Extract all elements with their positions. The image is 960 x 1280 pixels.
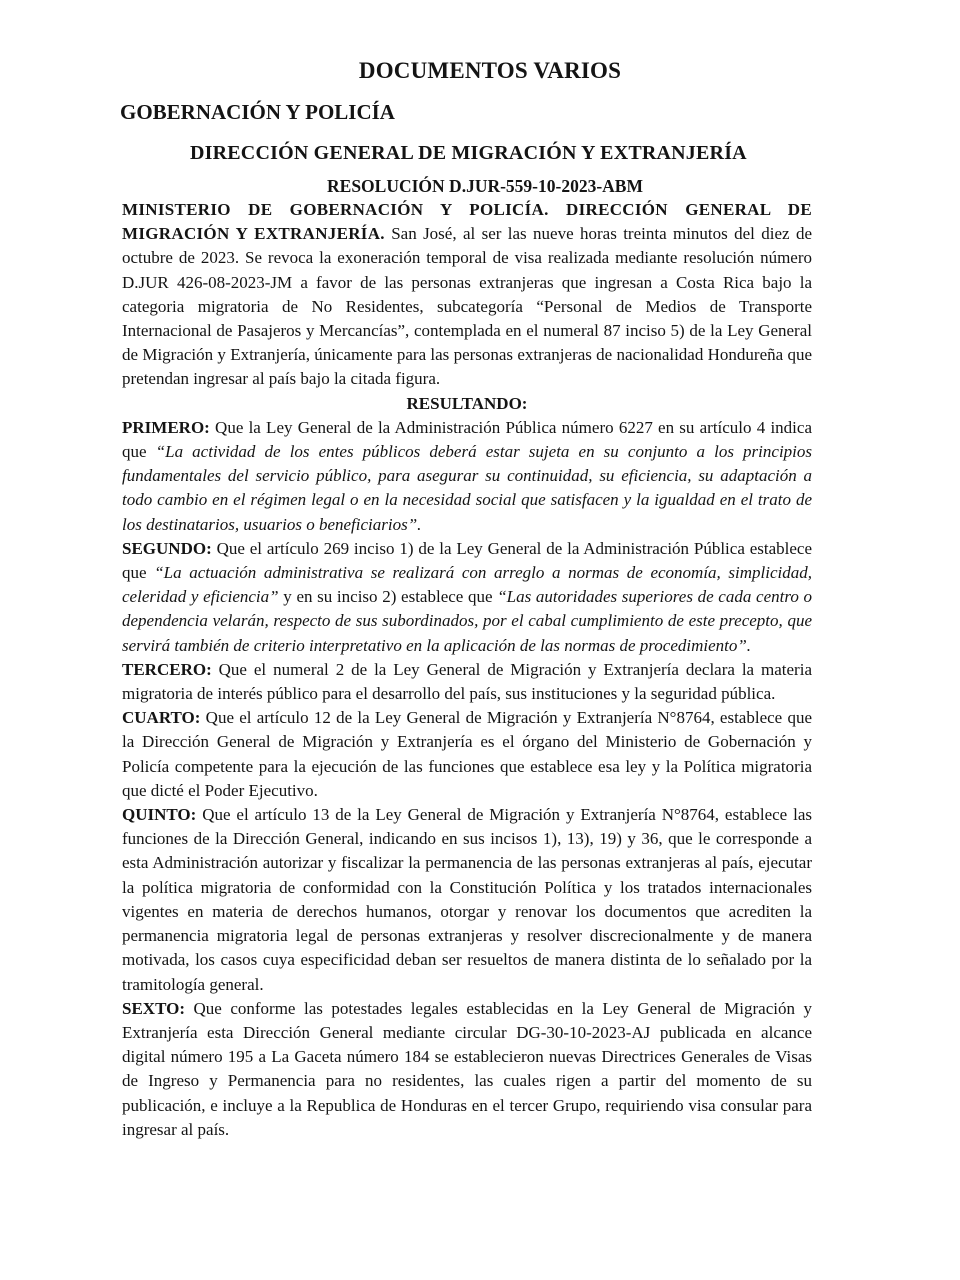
resolution-number: RESOLUCIÓN D.JUR-559-10-2023-ABM: [327, 176, 643, 196]
paragraph-label: TERCERO:: [122, 659, 212, 679]
paragraph-label: PRIMERO:: [122, 417, 210, 437]
intro-paragraph: [122, 198, 812, 392]
document-body: [122, 198, 812, 1142]
intro-text: San José, al ser las nueve horas treinta minutos del diez de octubre de 2023. Se revoca la exoneración temporal de visa realizada mediante resolución número D.JUR 426-08-2023-JM a favor de las personas extranjeras que ingresan a Costa Rica bajo la categoria migratoria de No Residentes, subcategoría “Personal de Medios de Transporte Internacional de Pasajeros y Mercancías”, contemplada en el numeral 87 inciso 5) de la Ley General de Migración y Extranjería, únicamente para las personas extranjeras de nacionalidad Hondureña que pretendan ingresar al país bajo la citada figura.: [122, 224, 812, 389]
intro-lead: MINISTERIO DE GOBERNACIÓN Y POLICÍA. DIRECCIÓN GENERAL DE MIGRACIÓN Y EXTRANJERÍA.: [122, 200, 812, 244]
paragraph-text: Que el artículo 12 de la Ley General de Migración y Extranjería N°8764, establece que la Dirección General de Migración y Extranjería es el órgano del Ministerio de Gobernación y Policía competente para la ejecución de las funciones que establece esa ley y la Política migratoria que dicté el Poder Ejecutivo.: [122, 708, 812, 800]
paragraph-text: y en su inciso 2) establece que: [278, 587, 498, 607]
paragraph-quote: “La actuación administrativa se realizará con arreglo a normas de economía, simplicidad, celeridad y eficiencia”: [122, 563, 813, 607]
paragraph-label: SEGUNDO:: [122, 538, 212, 558]
paragraph-quote: “La actividad de los entes públicos deberá estar sujeta en su conjunto a los principios fundamentales del servicio público, para asegurar su continuidad, su eficiencia, su adaptación a todo cambio en el régimen legal o en la necesidad social que satisfacen y la igualdad en el trato de los destinatarios, usuarios o beneficiarios”.: [122, 442, 813, 534]
paragraph-primero: [122, 416, 812, 537]
resultando-heading: RESULTANDO:: [406, 393, 528, 413]
ministry-heading: GOBERNACIÓN Y POLICÍA: [120, 100, 395, 124]
paragraph-cuarto: [122, 706, 812, 803]
paragraph-text: Que el artículo 269 inciso 1) de la Ley General de la Administración Pública establece que: [122, 538, 812, 583]
paragraph-text: Que el artículo 13 de la Ley General de Migración y Extranjería N°8764, establece las funciones de la Dirección General, indicando en sus incisos 1), 13), 19) y 36, que le corresponde a esta Administración autorizar y fiscalizar la permanencia de las personas extranjeras al país, ejecutar la política migratoria de conformidad con la Constitución Política y los tratados internacionales vigentes en materia de derechos humanos, otorgar y renovar los documentos que acrediten la permanencia migratoria legal de personas extranjeras y resolver discrecionalmente y de manera motivada, los casos cuya especificidad deban ser resueltos de manera distinta de lo señalado por la tramitología general.: [122, 805, 812, 994]
paragraph-sexto: [122, 997, 812, 1142]
paragraph-text: Que el numeral 2 de la Ley General de Migración y Extranjería declara la materia migratoria de interés público para el desarrollo del país, sus instituciones y la seguridad pública.: [122, 659, 812, 704]
paragraph-label: CUARTO:: [122, 708, 201, 728]
paragraph-text: Que conforme las potestades legales establecidas en la Ley General de Migración y Extranjería esta Dirección General mediante circular DG-30-10-2023-AJ publicada en alcance digital número 195 a La Gaceta número 184 se establecieron nuevas Directrices Generales de Visas de Ingreso y Permanencia para no residentes, las cuales rigen a partir del momento de su publicación, e incluye a la Republica de Honduras en el tercer Grupo, requiriendo visa consular para ingresar al país.: [122, 998, 812, 1139]
paragraph-text: Que la Ley General de la Administración Pública número 6227 en su artículo 4 indica que: [122, 417, 812, 462]
paragraph-quinto: [122, 803, 812, 997]
department-heading: DIRECCIÓN GENERAL DE MIGRACIÓN Y EXTRANJERÍA: [190, 142, 747, 164]
paragraph-label: SEXTO:: [122, 998, 185, 1018]
paragraph-tercero: [122, 658, 812, 706]
paragraph-quote: “Las autoridades superiores de cada centro o dependencia velarán, respecto de sus subordinados, por el cabal cumplimiento de este precepto, que servirá también de criterio interpretativo en la aplicación de las normas de procedimiento”.: [122, 587, 812, 655]
paragraph-label: QUINTO:: [122, 805, 197, 825]
section-title: DOCUMENTOS VARIOS: [358, 58, 622, 83]
paragraph-segundo: [122, 537, 812, 658]
